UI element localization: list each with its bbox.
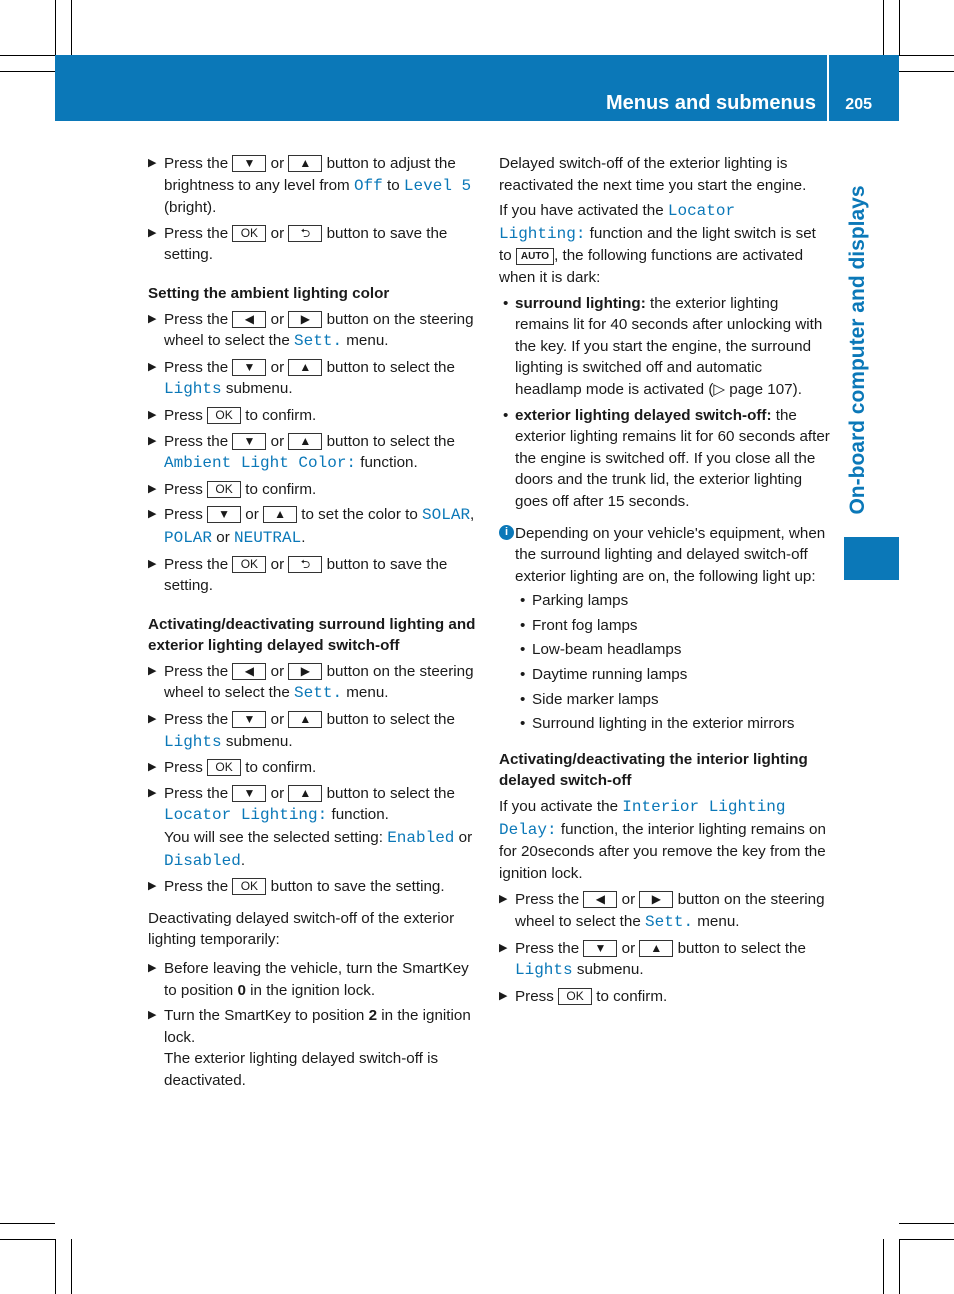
list-item: • surround lighting: the exterior lighting remains lit for 40 seconds after unlocking with the key. If you start the engine, the surround lighting is switched off and automatic headlamp mode is activated (▷ page 107). (499, 293, 831, 401)
crop-mark (899, 1239, 900, 1294)
ok-button-icon: OK (232, 878, 266, 895)
list-item: • Parking lamps (499, 590, 831, 612)
right-button-icon: ▶ (288, 311, 322, 328)
crop-mark (71, 1239, 72, 1294)
step: ▶ Press the ▼ or ▲ button to select the Lights submenu. (148, 709, 480, 753)
ok-button-icon: OK (207, 481, 241, 498)
left-button-icon: ◀ (583, 891, 617, 908)
list-item: • Low-beam headlamps (499, 639, 831, 661)
auto-light-switch-icon: AUTO (516, 248, 554, 265)
down-button-icon: ▼ (207, 506, 241, 523)
step: ▶ Press the OK button to save the setting. (148, 876, 480, 898)
up-button-icon: ▲ (288, 433, 322, 450)
right-column (499, 153, 831, 1007)
paragraph: If you have activated the Locator Lighting: function and the light switch is set to AUTO , the following functions are activated when it is dark: (499, 202, 816, 286)
section-heading: Setting the ambient lighting color (148, 284, 390, 302)
up-button-icon: ▲ (288, 785, 322, 802)
crop-mark (883, 0, 884, 55)
crop-mark (899, 0, 900, 55)
back-button-icon: ⮌ (288, 225, 322, 242)
list-item: • Surround lighting in the exterior mirrors (499, 713, 831, 735)
down-button-icon: ▼ (232, 711, 266, 728)
step: ▶ Press OK to confirm. (148, 405, 480, 427)
crop-mark (0, 71, 55, 72)
chapter-tab-label: On-board computer and displays (846, 185, 869, 515)
down-button-icon: ▼ (232, 359, 266, 376)
step: ▶ Press OK to confirm. (148, 757, 480, 779)
crop-mark (0, 1223, 55, 1224)
crop-mark (55, 0, 56, 55)
info-icon: i (499, 525, 514, 540)
page-number: 205 (845, 96, 872, 113)
step: ▶ Press ▼ or ▲ to set the color to SOLAR, POLAR or NEUTRAL. (148, 504, 480, 549)
paragraph: Deactivating delayed switch-off of the exterior lighting temporarily: (148, 909, 455, 949)
info-note: i Depending on your vehicle's equipment, when the surround lighting and delayed switch-off exterior lighting are on, the following light up: (499, 523, 831, 588)
crop-mark (55, 1239, 56, 1294)
step: ▶ Press OK to confirm. (499, 986, 831, 1008)
list-item: • Side marker lamps (499, 689, 831, 711)
step: ▶ Press the ▼ or ▲ button to select the Lights submenu. (499, 938, 831, 982)
crop-mark (883, 1239, 884, 1294)
down-button-icon: ▼ (232, 785, 266, 802)
down-button-icon: ▼ (232, 155, 266, 172)
step: ▶ Turn the SmartKey to position 2 in the ignition lock. The exterior lighting delayed switch-off is deactivated. (148, 1005, 480, 1091)
step: ▶ Before leaving the vehicle, turn the SmartKey to position 0 in the ignition lock. (148, 958, 480, 1001)
right-button-icon: ▶ (639, 891, 673, 908)
step: ▶ Press the ▼ or ▲ button to select the Lights submenu. (148, 357, 480, 401)
ok-button-icon: OK (232, 225, 266, 242)
step: ▶ Press OK to confirm. (148, 479, 480, 501)
down-button-icon: ▼ (232, 433, 266, 450)
paragraph: If you activate the Interior Lighting Delay: function, the interior lighting remains on for 20seconds after you remove the key from the ignition lock. (499, 798, 826, 882)
ok-button-icon: OK (207, 407, 241, 424)
chapter-tab-marker (844, 537, 899, 580)
ok-button-icon: OK (232, 556, 266, 573)
list-item: • Front fog lamps (499, 615, 831, 637)
crop-mark (899, 1223, 954, 1224)
step: ▶ Press the ▼ or ▲ button to select the Ambient Light Color: function. (148, 431, 480, 475)
header-divider (827, 55, 829, 121)
section-heading: Activating/deactivating surround lighting and exterior lighting delayed switch-off (148, 615, 476, 655)
step: ▶ Press the ▼ or ▲ button to select the Locator Lighting: function. You will see the selected setting: Enabled or Disabled. (148, 783, 480, 872)
step: ▶ Press the ▼ or ▲ button to adjust the brightness to any level from Off to Level 5 (bright). (148, 153, 480, 219)
step: ▶ Press the OK or ⮌ button to save the setting. (148, 223, 480, 266)
crop-mark (899, 55, 954, 56)
list-item: • exterior lighting delayed switch-off: the exterior lighting remains lit for 60 seconds after the engine is switched off. If you close all the doors and the trunk lid, the exterior lighting goes off after 15 seconds. (499, 405, 831, 513)
back-button-icon: ⮌ (288, 556, 322, 573)
down-button-icon: ▼ (583, 940, 617, 957)
crop-mark (0, 1239, 55, 1240)
ok-button-icon: OK (558, 988, 592, 1005)
section-heading: Activating/deactivating the interior lighting delayed switch-off (499, 750, 808, 790)
left-column (148, 153, 480, 1092)
ok-button-icon: OK (207, 759, 241, 776)
crop-mark (899, 71, 954, 72)
step: ▶ Press the ◀ or ▶ button on the steering wheel to select the Sett. menu. (499, 889, 831, 933)
step: ▶ Press the ◀ or ▶ button on the steering wheel to select the Sett. menu. (148, 661, 480, 705)
left-button-icon: ◀ (232, 663, 266, 680)
up-button-icon: ▲ (639, 940, 673, 957)
up-button-icon: ▲ (263, 506, 297, 523)
step: ▶ Press the OK or ⮌ button to save the setting. (148, 554, 480, 597)
section-title: Menus and submenus (605, 92, 816, 114)
paragraph: Delayed switch-off of the exterior lighting is reactivated the next time you start the engine. (499, 155, 807, 194)
up-button-icon: ▲ (288, 711, 322, 728)
step: ▶ Press the ◀ or ▶ button on the steering wheel to select the Sett. menu. (148, 309, 480, 353)
list-item: • Daytime running lamps (499, 664, 831, 686)
left-button-icon: ◀ (232, 311, 266, 328)
page-header (55, 55, 899, 121)
crop-mark (899, 1239, 954, 1240)
crop-mark (71, 0, 72, 55)
crop-mark (0, 55, 55, 56)
right-button-icon: ▶ (288, 663, 322, 680)
up-button-icon: ▲ (288, 155, 322, 172)
up-button-icon: ▲ (288, 359, 322, 376)
